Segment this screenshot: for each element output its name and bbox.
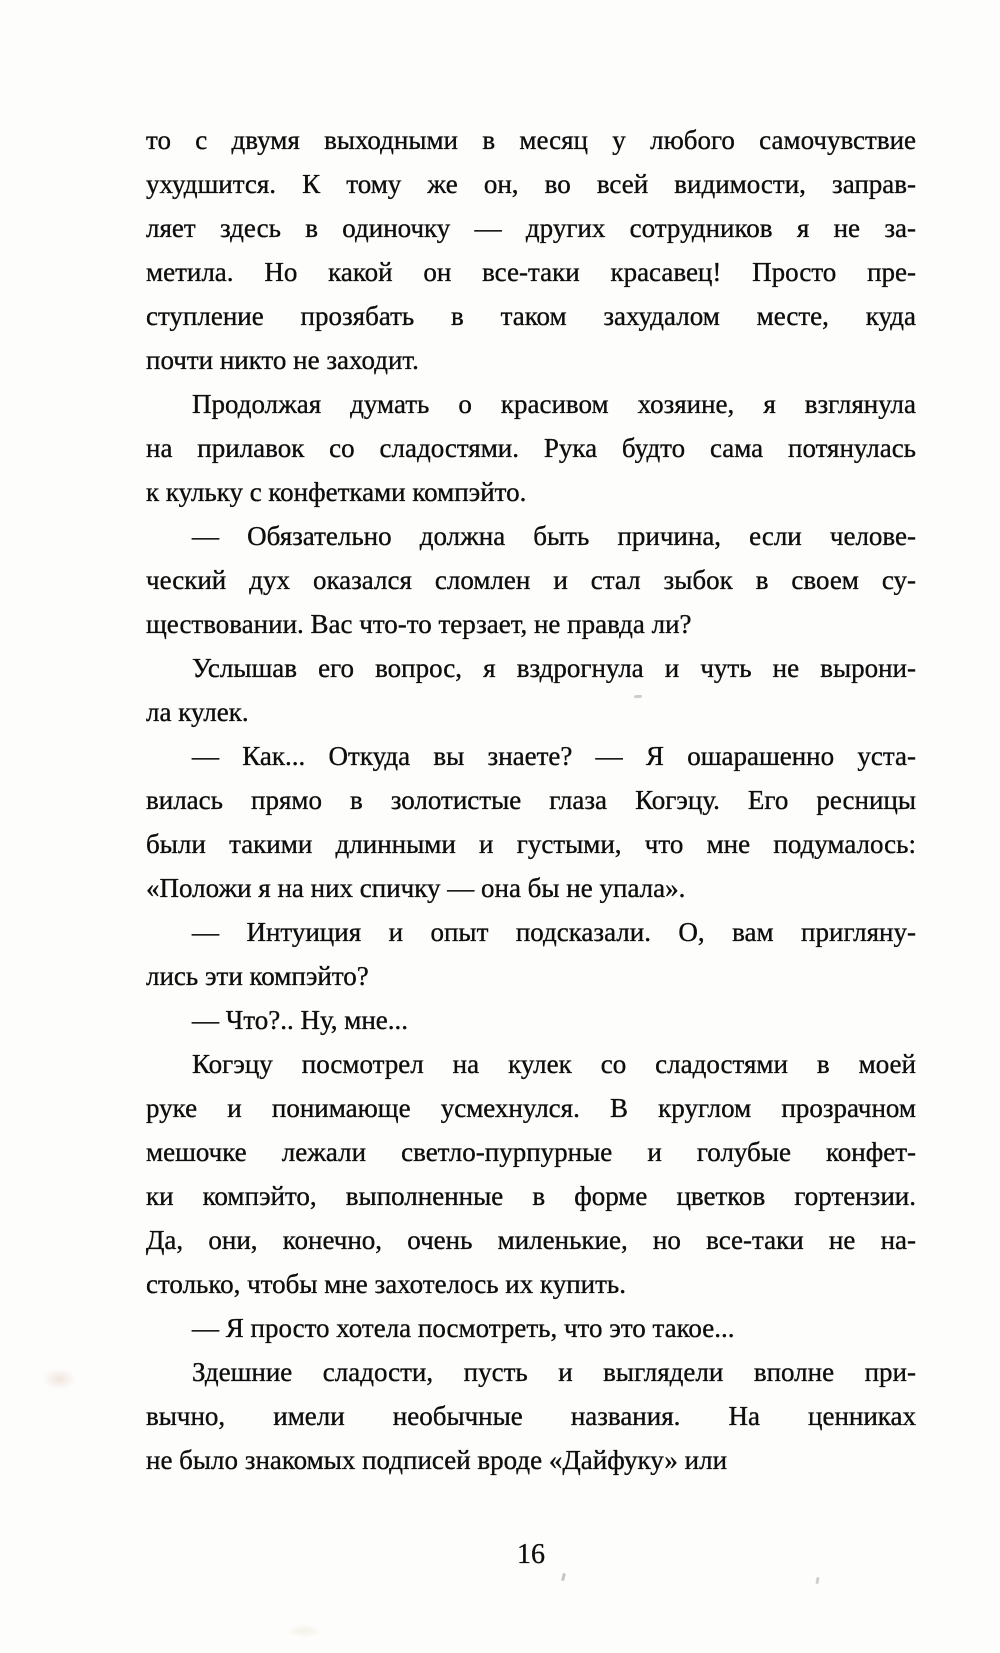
text-line: Когэцу посмотрел на кулек со сладостями в моей [192,1049,916,1079]
text-line: почти никто не заходит. [146,345,419,375]
text-line: к кульку с конфетками компэйто. [146,477,527,507]
paragraph [146,734,916,910]
text-line: лись эти компэйто? [146,961,369,991]
text-line: «Положи я на них спичку — она бы не упала». [146,873,686,903]
paragraph [146,118,916,382]
paragraph [146,514,916,646]
text-line: ухудшится. К тому же он, во всей видимости, заправ- [146,169,916,199]
text-line: вычно, имели необычные названия. На ценниках [146,1401,916,1431]
scan-artifact [42,1368,76,1390]
text-line: — Обязательно должна быть причина, если челове- [192,521,916,551]
text-line: ла кулек. [146,697,249,727]
text-line: Здешние сладости, пусть и выглядели вполне при- [192,1357,916,1387]
text-block [146,118,916,1482]
text-line: вилась прямо в золотистые глаза Когэцу. Его ресницы [146,785,916,815]
scan-artifact [815,1577,819,1584]
text-line: Да, они, конечно, очень миленькие, но все-таки не на- [146,1225,916,1255]
page-number: 16 [517,1539,545,1570]
text-line: на прилавок со сладостями. Рука будто сама потянулась [146,433,916,463]
text-line: ческий дух оказался сломлен и стал зыбок в своем су- [146,565,916,595]
scan-artifact [286,1624,322,1638]
paragraph [146,382,916,514]
text-line: ляет здесь в одиночку — других сотрудников я не за- [146,213,916,243]
text-line: руке и понимающе усмехнулся. В круглом прозрачном [146,1093,916,1123]
text-line: — Что?.. Ну, мне... [192,1005,409,1035]
text-line: — Интуиция и опыт подсказали. О, вам пригляну- [192,917,916,947]
text-line: столько, чтобы мне захотелось их купить. [146,1269,626,1299]
text-line: Услышав его вопрос, я вздрогнула и чуть не вырони- [192,653,916,683]
paragraph [146,998,916,1042]
text-line: не было знакомых подписей вроде «Дайфуку» или [146,1445,728,1475]
text-line: то с двумя выходными в месяц у любого самочувствие [146,125,917,155]
text-line: были такими длинными и густыми, что мне подумалось: [146,829,916,859]
text-line: — Я просто хотела посмотреть, что это такое... [192,1313,735,1343]
paragraph [146,1042,916,1306]
text-line: мешочке лежали светло-пурпурные и голубые конфет- [146,1137,916,1167]
paragraph [146,646,916,734]
text-line: ществовании. Вас что-то терзает, не правда ли? [146,609,692,639]
text-line: ки компэйто, выполненные в форме цветков гортензии. [146,1181,916,1211]
text-line: ступление прозябать в таком захудалом месте, куда [146,301,916,331]
paragraph [146,1306,916,1350]
text-line: метила. Но какой он все-таки красавец! Просто пре- [146,257,916,287]
text-line: Продолжая думать о красивом хозяине, я взглянула [192,389,916,419]
paragraph [146,1350,916,1482]
paragraph [146,910,916,998]
text-line: — Как... Откуда вы знаете? — Я ошарашенно уста- [192,741,916,771]
